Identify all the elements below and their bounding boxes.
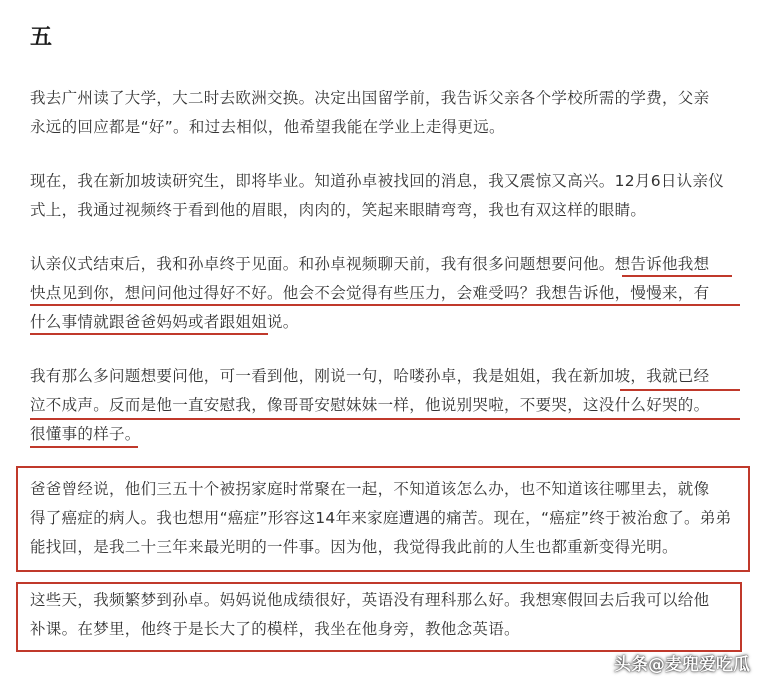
highlight-underline: [30, 418, 740, 420]
text-line: 泣不成声。反而是他一直安慰我，像哥哥安慰妹妹一样，他说别哭啦，不要哭，这没什么好哭的。: [30, 396, 710, 414]
highlight-underline: [620, 389, 740, 391]
highlight-underline: [30, 446, 138, 448]
section-heading: 五: [30, 25, 53, 50]
highlight-box: [16, 582, 742, 652]
highlight-underline: [30, 304, 740, 306]
text-line: 快点见到你，想问问他过得好不好。他会不会觉得有些压力，会难受吗？我想告诉他，慢慢来，有: [30, 284, 710, 302]
text-line: 能找回，是我二十三年来最光明的一件事。因为他，我觉得我此前的人生也都重新变得光明。: [30, 538, 678, 556]
highlight-underline: [622, 275, 732, 277]
text-line: 式上，我通过视频终于看到他的眉眼，肉肉的，笑起来眼睛弯弯，我也有双这样的眼睛。: [30, 201, 647, 219]
text-line: 很懂事的样子。: [30, 425, 141, 443]
text-line: 什么事情就跟爸爸妈妈或者跟姐姐说。: [30, 313, 299, 331]
highlight-box: [16, 466, 750, 572]
text-line: 现在，我在新加坡读研究生，即将毕业。知道孙卓被找回的消息，我又震惊又高兴。12月6日认亲仪: [30, 172, 725, 190]
paragraph-4: [30, 362, 740, 449]
text-line: 补课。在梦里，他终于是长大了的模样，我坐在他身旁，教他念英语。: [30, 620, 520, 638]
text-line: 我去广州读了大学，大二时去欧洲交换。决定出国留学前，我告诉父亲各个学校所需的学费，父亲: [30, 89, 710, 107]
paragraph-2: [30, 167, 740, 225]
text-line: 爸爸曾经说，他们三五十个被拐家庭时常聚在一起，不知道该怎么办，也不知道该往哪里去，就像: [30, 480, 710, 498]
text-line: 得了癌症的病人。我也想用“癌症”形容这14年来家庭遭遇的痛苦。现在，“癌症”终于被治愈了。弟弟: [30, 509, 732, 527]
paragraph-1: [30, 84, 740, 142]
highlight-underline: [30, 333, 268, 335]
watermark: 头条@麦兜爱吃瓜: [614, 655, 750, 675]
text-line: 我有那么多问题想要问他，可一看到他，刚说一句，哈喽孙卓，我是姐姐，我在新加坡，我就已经: [30, 367, 710, 385]
paragraph-3: [30, 250, 740, 337]
text-line: 这些天，我频繁梦到孙卓。妈妈说他成绩很好，英语没有理科那么好。我想寒假回去后我可以给他: [30, 591, 710, 609]
text-line: 认亲仪式结束后，我和孙卓终于见面。和孙卓视频聊天前，我有很多问题想要问他。想告诉他我想: [30, 255, 710, 273]
text-line: 永远的回应都是“好”。和过去相似，他希望我能在学业上走得更远。: [30, 118, 505, 136]
